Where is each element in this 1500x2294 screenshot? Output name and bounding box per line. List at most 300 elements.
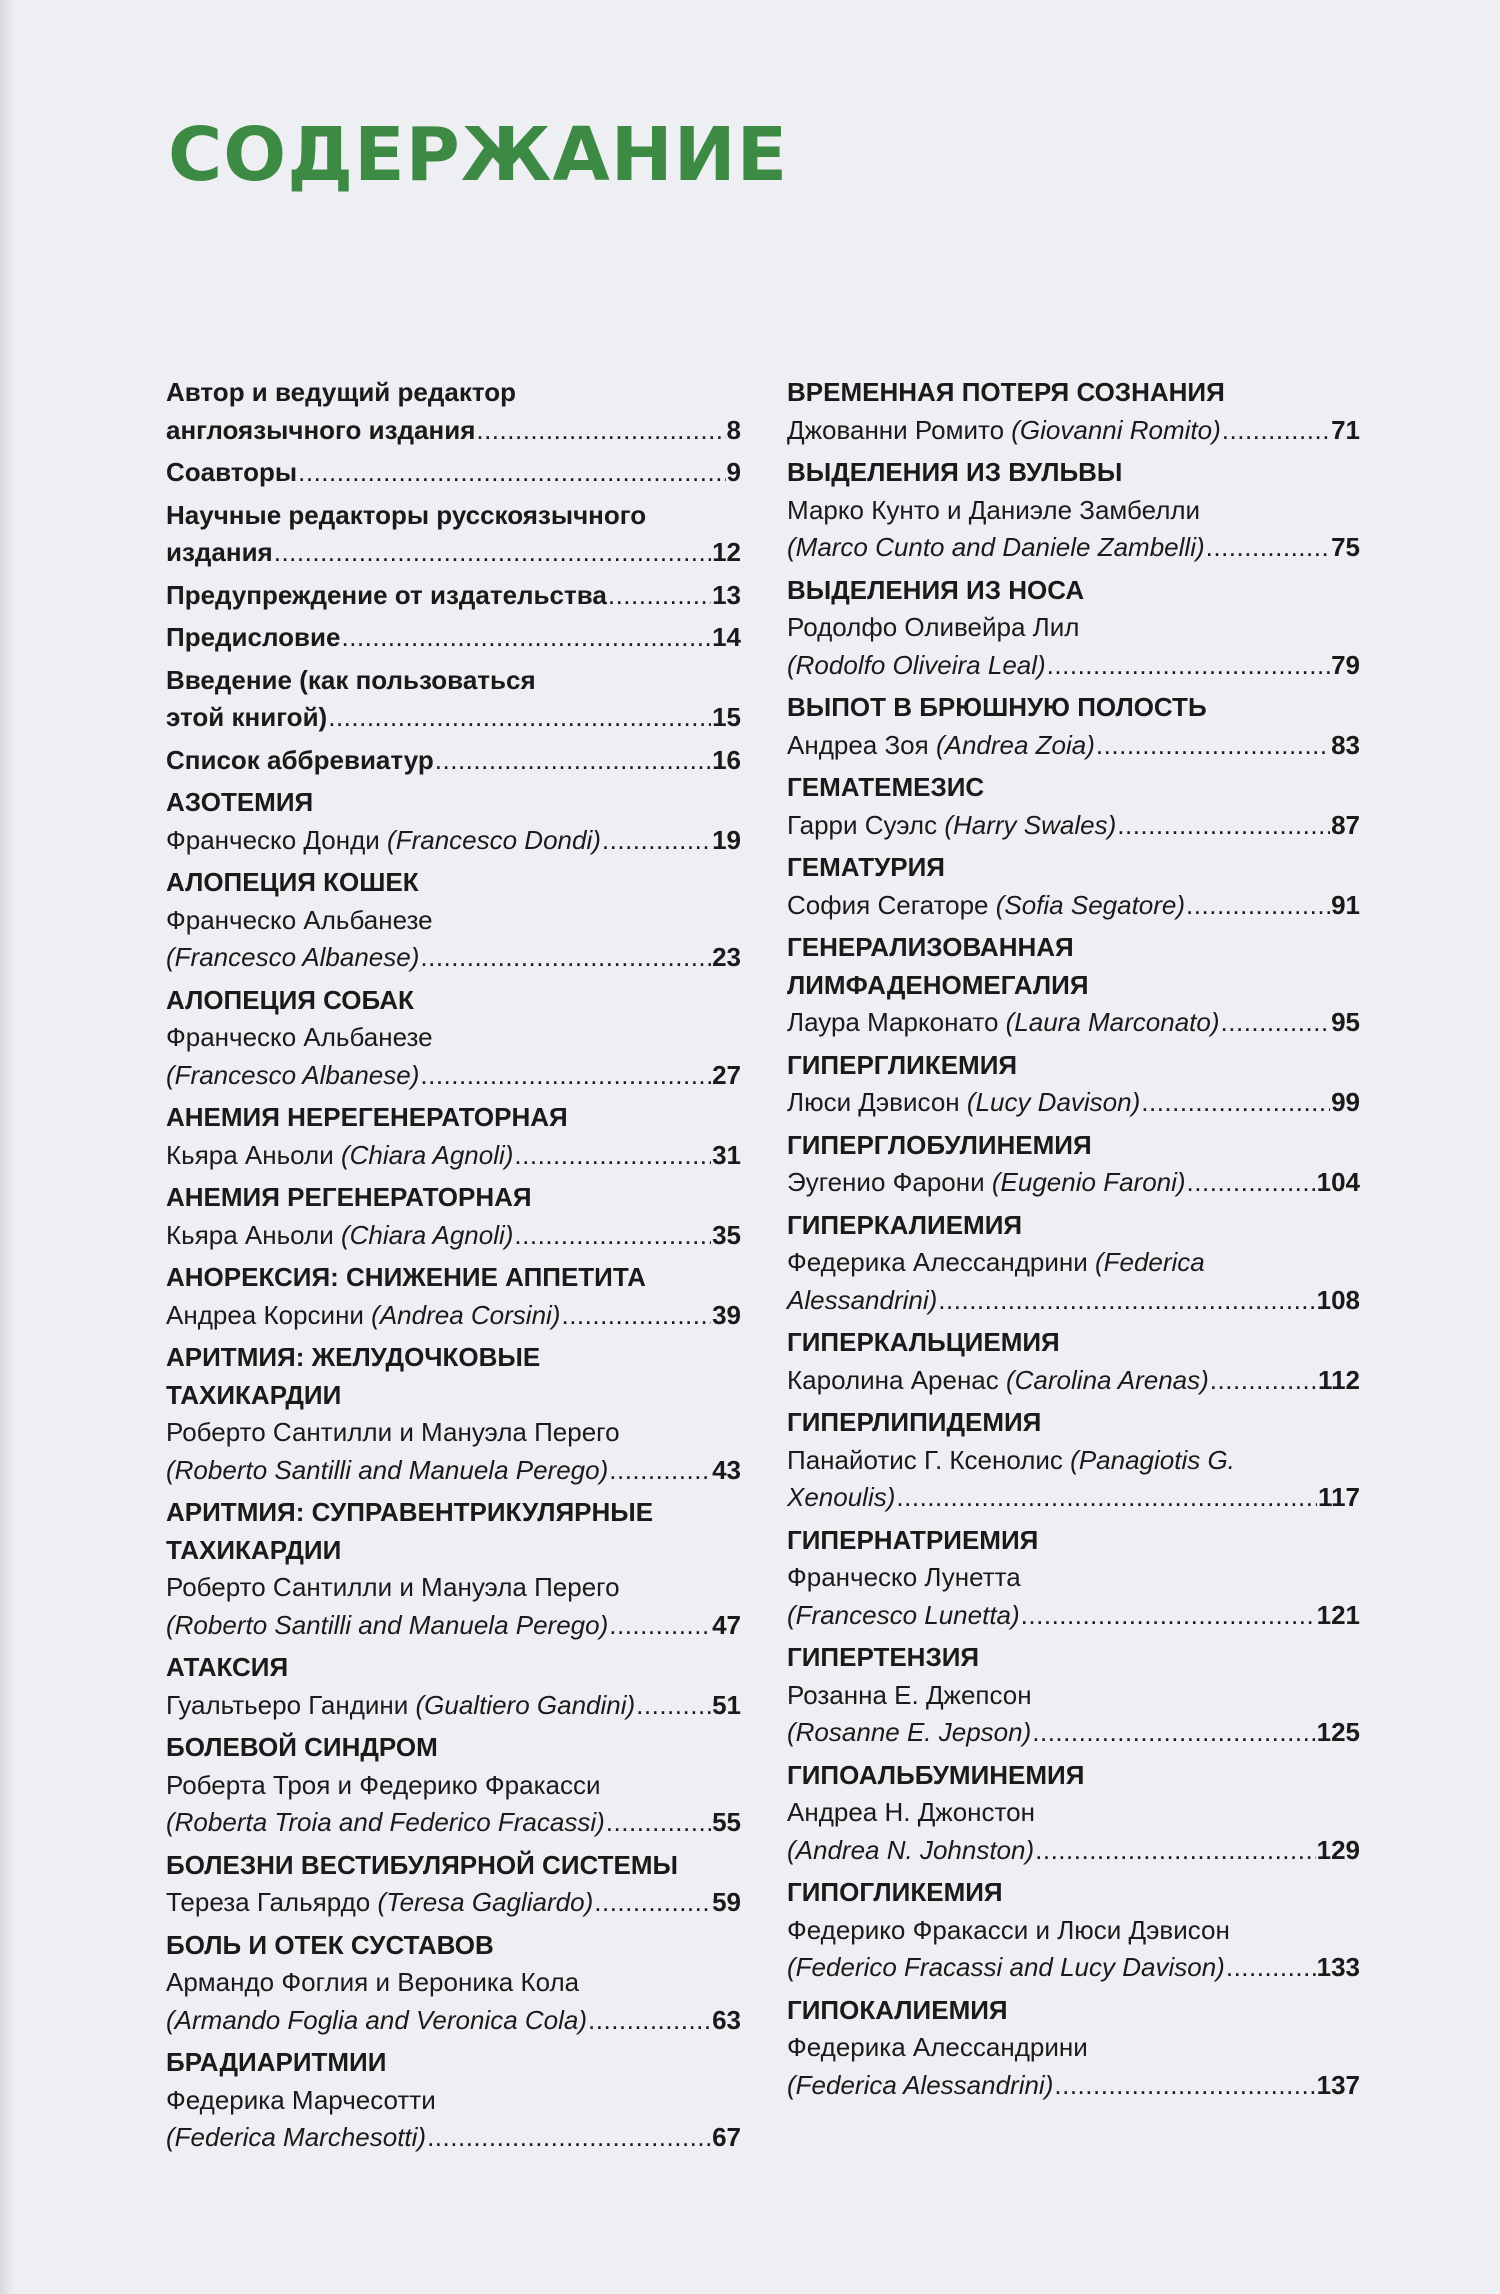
author-names [166,1414,620,1452]
toc-section-heading: ВЫДЕЛЕНИЯ ИЗ ВУЛЬВЫ [787,457,1123,487]
toc-author-line [787,609,1360,647]
author-name-original: (Francesco Albanese) [166,1059,420,1090]
author-names [166,2082,436,2120]
toc-entry[interactable] [787,374,1360,449]
author-name-ru: Франческо Альбанезе [166,904,433,935]
author-name-ru: Кьяра Аньоли [166,1139,341,1170]
toc-entry-title: Соавторы [166,457,298,487]
author-names [166,902,433,940]
author-name-original: (Teresa Gagliardo) [377,1887,594,1917]
toc-entry[interactable] [787,849,1360,924]
page-number: 12 [712,537,741,567]
page-number: 108 [1316,1284,1360,1315]
toc-entry-line [166,699,741,737]
dot-leader [298,454,725,492]
author-name-original: (Andrea Corsini) [371,1299,561,1330]
toc-author-line [787,1912,1360,1950]
page-number: 55 [712,1807,741,1837]
author-name-original: (Andrea Zoia) [935,729,1095,760]
toc-author-line [166,1569,741,1607]
page-number: 137 [1316,2069,1360,2100]
author-names [166,1884,593,1922]
dot-leader [609,1452,711,1490]
author-name-original: Alessandrini) [787,1284,938,1315]
toc-entry-line [166,412,741,450]
toc-author-line [787,1479,1360,1517]
toc-author-line [787,1794,1360,1832]
page-number: 71 [1331,414,1360,445]
dot-leader [896,1479,1317,1517]
toc-entry-title: этой книгой) [166,702,328,732]
author-names [787,1912,1230,1950]
toc-entry-line [166,534,741,572]
author-name-ru: Кьяра Аньоли [166,1219,341,1250]
author-names [787,1164,1186,1202]
toc-author-line [166,902,741,940]
author-name-original: (Carolina Arenas) [1006,1364,1209,1395]
toc-author-line [166,939,741,977]
toc-entry[interactable] [787,1639,1360,1752]
author-name-ru: Федерико Фракасси и Люси Дэвисон [787,1914,1230,1945]
toc-entry[interactable] [787,689,1360,764]
toc-entry-title: Предупреждение от издательства [166,579,607,610]
toc-section-heading: ГЕМАТЕМЕЗИС [787,772,985,802]
author-name-original: (Eugenio Faroni) [991,1167,1186,1197]
author-names [787,1084,1140,1122]
author-name-original: (Gualtiero Gandini) [415,1689,636,1720]
author-names [166,1137,513,1175]
author-names [166,939,419,977]
toc-author-line [787,1832,1360,1870]
toc-entry[interactable] [166,1729,741,1842]
author-name-original: (Francesco Lunetta) [787,1599,1020,1630]
author-name-original: (Federica [1094,1247,1205,1277]
author-names [787,727,1095,765]
page-title: СОДЕРЖАНИЕ [168,112,789,198]
toc-entry[interactable] [787,1874,1360,1987]
toc-section-heading: БОЛЕЗНИ ВЕСТИБУЛЯРНОЙ СИСТЕМЫ [166,1849,678,1880]
author-name-ru: Лаура Марконато [787,1007,1006,1037]
author-name-ru: Федерика Алессандрини [787,2032,1088,2062]
author-names [787,2029,1088,2067]
toc-entry-title: издания [166,537,273,567]
toc-entry-line [166,577,741,615]
toc-author-line [166,1414,741,1452]
toc-entry[interactable] [787,1047,1360,1122]
toc-entry-title: Введение (как пользоваться [166,664,536,695]
toc-author-line [787,1362,1360,1400]
author-name-ru: Франческо Альбанезе [166,1022,433,1052]
page-number: 91 [1331,889,1360,920]
toc-entry[interactable] [166,982,741,1095]
author-name-ru: Каролина Аренас [787,1364,1006,1395]
page-number: 39 [712,1299,741,1330]
author-name-ru: Федерика Алессандрини [787,1247,1095,1277]
page-number: 27 [712,1059,741,1090]
toc-author-line [166,1057,741,1095]
dot-leader [1226,1949,1316,1987]
toc-section-heading: АТАКСИЯ [166,1652,289,1682]
toc-entry[interactable] [166,1259,741,1334]
toc-section-heading: ГЕНЕРАЛИЗОВАННАЯ [787,932,1074,962]
author-name-original: (Harry Swales) [944,809,1117,840]
author-name-ru: Роберта Троя и Федерико Фракасси [166,1769,601,1800]
author-name-ru: София Сегаторе [787,889,996,920]
toc-author-line [166,1964,741,2002]
toc-section-heading: ГИПЕРНАТРИЕМИЯ [787,1524,1039,1555]
toc-entry[interactable] [166,1927,741,2040]
author-names [787,647,1046,685]
author-names [787,1004,1220,1042]
author-name-ru: Армандо Фоглия и Вероника Кола [166,1967,580,1997]
toc-author-line [787,1164,1360,1202]
page-number: 75 [1331,532,1360,562]
toc-entry-line [166,454,741,492]
toc-section-heading: ТАХИКАРДИИ [166,1379,342,1410]
dot-leader [1021,1597,1316,1635]
dot-leader [341,619,711,657]
toc-entry[interactable] [787,454,1360,567]
dot-leader [1032,1714,1315,1752]
author-name-ru: Панайотис Г. Ксенолис [787,1444,1071,1475]
toc-author-line [787,529,1360,567]
toc-entry[interactable] [166,374,741,449]
author-name-ru: Гарри Суэлс [787,809,945,840]
author-name-ru: Андреа Н. Джонстон [787,1797,1035,1827]
toc-author-line [787,412,1360,450]
dot-leader [561,1297,711,1335]
dot-leader [609,1607,711,1645]
author-name-original: (Federica Marchesotti) [166,2122,427,2152]
author-name-original: (Sofia Segatore) [995,889,1186,920]
toc-section-heading: ГИПЕРГЛИКЕМИЯ [787,1049,1018,1080]
toc-entry[interactable] [166,2044,741,2157]
dot-leader [435,742,711,780]
dot-leader [1222,412,1330,450]
toc-section-heading: АНЕМИЯ НЕРЕГЕНЕРАТОРНАЯ [166,1102,568,1132]
author-name-ru: Тереза Гальярдо [166,1887,378,1917]
author-name-original: (Panagiotis G. [1070,1444,1235,1475]
page-number: 19 [712,824,741,855]
toc-author-line [787,1244,1360,1282]
dot-leader [420,939,711,977]
author-name-original: (Federica Alessandrini) [787,2069,1054,2100]
author-name-original: (Giovanni Romito) [1011,414,1221,445]
toc-author-line [787,1597,1360,1635]
author-name-ru: Гуальтьеро Гандини [166,1689,416,1720]
author-name-ru: Родолфо Оливейра Лил [787,612,1080,642]
author-name-original: (Federico Fracassi and Lucy Davison) [787,1952,1225,1982]
toc-entry[interactable] [166,784,741,859]
toc-author-line [787,2029,1360,2067]
toc-entry[interactable] [166,864,741,977]
dot-leader [514,1217,711,1255]
toc-section-heading: ЛИМФАДЕНОМЕГАЛИЯ [787,969,1089,1000]
toc-author-line [166,1297,741,1335]
toc-section-heading: ГИПОКАЛИЕМИЯ [787,1994,1008,2025]
toc-entry-line [166,374,741,412]
toc-author-line [166,1804,741,1842]
author-name-ru: Розанна Е. Джепсон [787,1679,1032,1710]
page-number: 95 [1331,1007,1360,1037]
page-number: 104 [1316,1167,1360,1197]
toc-entry[interactable] [787,1324,1360,1399]
author-names [787,2067,1053,2105]
toc-section-heading: АРИТМИЯ: СУПРАВЕНТРИКУЛЯРНЫЕ [166,1497,654,1527]
author-names [166,1452,608,1490]
page-number: 43 [712,1454,741,1485]
author-name-original: (Chiara Agnoli) [340,1139,514,1170]
dot-leader [588,2002,711,2040]
toc-author-line [166,1137,741,1175]
toc-section-heading: АЛОПЕЦИЯ КОШЕК [166,867,419,897]
toc-entry[interactable] [787,1404,1360,1517]
page-number: 67 [712,2122,741,2152]
toc-entry[interactable] [166,1339,741,1489]
author-name-ru: Люси Дэвисон [787,1087,967,1117]
author-names [166,822,601,860]
page-number: 35 [712,1219,741,1250]
author-name-ru: Эугенио Фарони [787,1167,992,1197]
author-name-ru: Марко Кунто и Даниэле Замбелли [787,494,1201,525]
toc-section-heading: ГЕМАТУРИЯ [787,852,945,882]
toc-entry-line [166,619,741,657]
toc-entry[interactable] [166,619,741,657]
toc-author-line [787,492,1360,530]
page-number: 112 [1318,1364,1360,1395]
author-names [166,1019,433,1057]
author-names [787,1244,1205,1282]
author-name-ru: Андреа Зоя [787,729,936,760]
toc-section-heading: ВЫПОТ В БРЮШНУЮ ПОЛОСТЬ [787,692,1207,722]
page-number: 121 [1316,1599,1360,1630]
toc-section-heading: ГИПОГЛИКЕМИЯ [787,1877,1003,1907]
dot-leader [476,412,725,450]
toc-author-line [787,647,1360,685]
toc-author-line [787,1442,1360,1480]
toc-section-heading: ВЫДЕЛЕНИЯ ИЗ НОСА [787,574,1085,605]
page-number: 47 [712,1609,741,1640]
author-names [166,2002,587,2040]
dot-leader [1035,1832,1315,1870]
author-names [166,1964,579,2002]
author-names [787,1597,1020,1635]
toc-column-left [166,374,741,2162]
toc-entry[interactable] [787,1522,1360,1635]
author-name-ru: Роберто Сантилли и Мануэла Перего [166,1417,620,1447]
toc-entry-line [166,662,741,700]
author-name-original: (Rodolfo Oliveira Leal) [787,649,1046,680]
toc-section-heading: БОЛЬ И ОТЕК СУСТАВОВ [166,1929,494,1960]
page-number: 31 [712,1139,741,1170]
author-name-original: (Francesco Albanese) [166,942,420,972]
page-number: 87 [1331,809,1360,840]
toc-author-line [787,1282,1360,1320]
page-number: 59 [712,1887,741,1917]
toc-author-line [166,2082,741,2120]
author-names [166,2119,426,2157]
toc-author-line [787,1714,1360,1752]
author-names [787,529,1205,567]
page-number: 83 [1331,729,1360,760]
author-names [787,1677,1032,1715]
toc-author-line [787,807,1360,845]
toc-author-line [787,1949,1360,1987]
dot-leader [594,1884,711,1922]
page-number: 63 [712,2004,741,2035]
author-names [787,1442,1235,1480]
author-name-ru: Джованни Ромито [787,414,1012,445]
toc-entry[interactable] [166,1649,741,1724]
toc-entry[interactable] [787,929,1360,1042]
toc-author-line [787,887,1360,925]
dot-leader [1186,887,1330,925]
toc-section-heading: ГИПЕРЛИПИДЕМИЯ [787,1407,1042,1437]
dot-leader [938,1282,1315,1320]
toc-entry-title: Научные редакторы русскоязычного [166,499,647,530]
author-names [787,1479,895,1517]
dot-leader [1187,1164,1316,1202]
toc-entry-title: Список аббревиатур [166,744,434,775]
page-number: 16 [712,744,741,775]
toc-entry[interactable] [787,1127,1360,1202]
author-name-ru: Андреа Корсини [166,1299,372,1330]
toc-entry[interactable] [787,1992,1360,2105]
toc-author-line [166,822,741,860]
page-number: 15 [712,702,741,732]
toc-section-heading: АНОРЕКСИЯ: СНИЖЕНИЕ АППЕТИТА [166,1262,646,1292]
toc-entry[interactable] [166,497,741,572]
toc-section-heading: ГИПЕРКАЛИЕМИЯ [787,1209,1023,1240]
author-names [787,807,1116,845]
author-names [166,1057,419,1095]
author-names [166,1217,513,1255]
toc-section-heading: БОЛЕВОЙ СИНДРОМ [166,1732,438,1762]
author-name-ru: Франческо Лунетта [787,1562,1021,1592]
toc-entry[interactable] [166,577,741,615]
author-names [787,887,1185,925]
author-name-original: (Francesco Dondi) [387,824,601,855]
toc-entry-line [166,742,741,780]
author-names [787,1282,937,1320]
author-name-original: Xenoulis) [787,1482,896,1512]
dot-leader [1206,529,1330,567]
toc-entry[interactable] [787,572,1360,685]
author-name-original: (Lucy Davison) [966,1087,1141,1117]
dot-leader [274,534,711,572]
dot-leader [636,1687,711,1725]
page-number: 14 [712,622,741,652]
toc-author-line [166,1452,741,1490]
dot-leader [514,1137,711,1175]
dot-leader [1054,2067,1315,2105]
author-names [787,1559,1021,1597]
toc-entry-line [166,497,741,535]
toc-section-heading: АЗОТЕМИЯ [166,787,314,817]
page-number: 117 [1318,1482,1360,1512]
toc-section-heading: АЛОПЕЦИЯ СОБАК [166,984,414,1015]
page-number: 133 [1316,1952,1360,1982]
toc-entry[interactable] [166,1179,741,1254]
toc-section-heading: АРИТМИЯ: ЖЕЛУДОЧКОВЫЕ [166,1342,541,1372]
toc-section-heading: ГИПЕРТЕНЗИЯ [787,1642,980,1672]
author-names [787,609,1079,647]
toc-section-heading: БРАДИАРИТМИИ [166,2047,387,2077]
toc-column-right [787,374,1360,2109]
toc-author-line [787,727,1360,765]
toc-entry[interactable] [787,1207,1360,1320]
toc-entry[interactable] [166,1494,741,1644]
page-number: 99 [1331,1087,1360,1117]
author-name-original: (Roberto Santilli and Manuela Perego) [166,1609,609,1640]
toc-author-line [787,2067,1360,2105]
toc-entry[interactable] [166,662,741,737]
toc-entry[interactable] [166,454,741,492]
author-names [787,1949,1225,1987]
page-number: 9 [726,457,741,487]
author-names [166,1767,601,1805]
toc-section-heading: ВРЕМЕННАЯ ПОТЕРЯ СОЗНАНИЯ [787,377,1225,407]
author-name-original: (Andrea N. Johnston) [787,1834,1035,1865]
author-name-original: (Roberta Troia and Federico Fracassi) [166,1807,605,1837]
toc-author-line [166,1217,741,1255]
dot-leader [328,699,711,737]
dot-leader [1221,1004,1331,1042]
toc-entry[interactable] [166,1847,741,1922]
author-name-ru: Федерика Марчесотти [166,2084,436,2115]
author-names [166,1297,560,1335]
dot-leader [606,1804,711,1842]
author-names [166,1687,635,1725]
toc-entry[interactable] [787,769,1360,844]
toc-entry-title: Автор и ведущий редактор [166,377,516,407]
toc-author-line [166,2002,741,2040]
author-names [166,1569,620,1607]
author-names [787,1362,1209,1400]
page-number: 79 [1331,649,1360,680]
toc-author-line [166,1884,741,1922]
toc-entry[interactable] [166,742,741,780]
toc-author-line [166,1687,741,1725]
toc-section-heading: АНЕМИЯ РЕГЕНЕРАТОРНАЯ [166,1182,532,1212]
page-number: 129 [1316,1834,1360,1865]
toc-author-line [166,1607,741,1645]
toc-entry-title: англоязычного издания [166,414,476,445]
dot-leader [1047,647,1330,685]
author-name-original: (Armando Foglia and Veronica Cola) [166,2004,588,2035]
author-name-original: (Roberto Santilli and Manuela Perego) [166,1454,609,1485]
toc-section-heading: ТАХИКАРДИИ [166,1534,342,1565]
page-number: 8 [726,414,741,445]
dot-leader [1141,1084,1330,1122]
toc-author-line [787,1559,1360,1597]
author-name-original: (Chiara Agnoli) [340,1219,514,1250]
author-names [787,1832,1034,1870]
toc-author-line [787,1084,1360,1122]
toc-entry[interactable] [166,1099,741,1174]
toc-entry-title: Предисловие [166,622,341,652]
toc-author-line [166,1767,741,1805]
author-names [787,412,1221,450]
page-number: 23 [712,942,741,972]
toc-section-heading: ГИПЕРКАЛЬЦИЕМИЯ [787,1327,1060,1357]
author-names [787,492,1200,530]
toc-author-line [166,2119,741,2157]
toc-entry[interactable] [787,1757,1360,1870]
author-names [166,1607,608,1645]
author-names [787,1794,1035,1832]
page-number: 51 [712,1689,741,1720]
